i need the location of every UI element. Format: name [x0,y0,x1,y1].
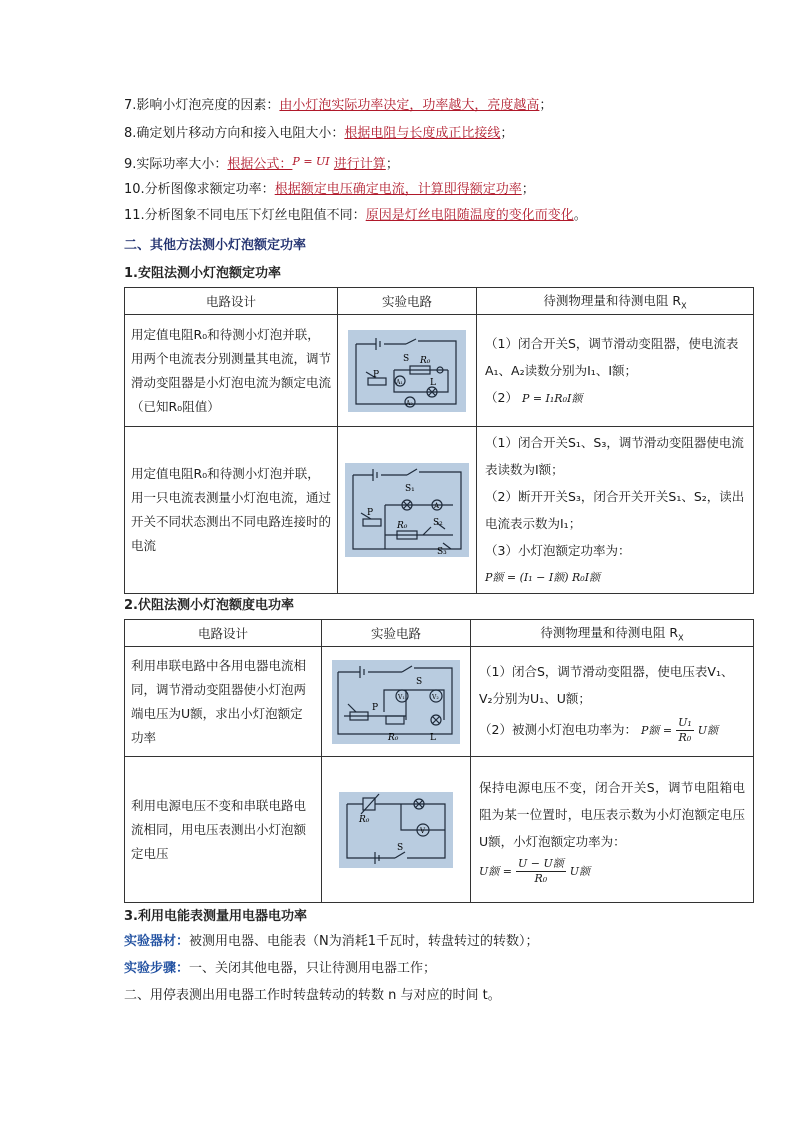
answer-9: 根据公式： [227,157,293,172]
col-design: 电路设计 [125,620,322,647]
steps-label: 实验步骤： [124,961,190,976]
svg-text:R₀: R₀ [388,732,399,743]
steps-line: 实验步骤：一、关闭其他电器，只让待测用电器工作； [124,961,437,976]
design-cell: 用定值电阻R₀和待测小灯泡并联，用两个电流表分别测量其电流，调节滑动变阻器是小灯泡电流为额定电流（已知R₀阻值） [125,315,338,427]
design-cell: 用定值电阻R₀和待测小灯泡并联，用一只电流表测量小灯泡电流，通过开关不同状态测出不同电路连接时的电流 [125,427,338,594]
svg-text:P: P [372,702,379,713]
svg-text:A₂: A₂ [406,399,413,407]
step-two-line: 二、用停表测出用电器工作时转盘转动的转数 n 与对应的时间 t。 [124,988,501,1003]
circuit-diagram-2 [345,463,469,557]
table-row [125,757,754,903]
svg-text:P: P [373,369,380,380]
ammeter-method-table [124,287,754,594]
circuit-diagram-4 [339,792,453,868]
svg-text:V₂: V₂ [432,693,439,701]
voltmeter-method-table [124,619,754,903]
answer-10: 根据额定电压确定电流，计算即得额定功率 [274,182,522,197]
design-cell: 利用电源电压不变和串联电路电流相同，用电压表测出小灯泡额定电压 [125,757,322,903]
svg-text:S: S [416,676,423,687]
measure-cell: （1）闭合开关S₁、S₃，调节滑动变阻器使电流表读数为I额； （2）断开开关S₃，闭合开关开关S₁、S₂，读出电流表示数为I₁； （3）小灯泡额定功率为： P额 = (I₁ − I额) R₀I额 [477,427,754,594]
measure-cell: （1）闭合S，调节滑动变阻器，使电压表V₁、V₂分别为U₁、U额； （2）被测小灯泡电功率为： P额 = $\frac{\text{U₁}}{\text{R₀}}$ U额 [471,647,754,757]
answer-11: 原因是灯丝电阻随温度的变化而变化 [365,208,574,223]
power-formula: P = UI [292,155,330,168]
measure-cell: 保持电源电压不变，闭合开关S，调节电阻箱电阻为某一位置时，电压表示数为小灯泡额定电压U额，小灯泡额定功率为： U额 = $\frac{\text{U − U额}}{\text{R₀}}$ U额 [471,757,754,903]
item-9: 9.实际功率大小：根据公式：$^{P = UI}$ 进行计算； [124,155,399,172]
table-header [125,620,754,647]
item-7: 7.影响小灯泡亮度的因素：由小灯泡实际功率决定，功率越大，亮度越高； [124,98,553,113]
svg-text:S₂: S₂ [433,518,443,528]
item-11: 11.分析图象不同电压下灯丝电阻值不同：原因是灯丝电阻随温度的变化而变化。 [124,208,587,223]
fraction-1: $\frac{\text{U₁}}{\text{R₀}}$ [678,716,692,744]
svg-text:R₀: R₀ [420,355,431,366]
fraction-2: $\frac{\text{U − U额}}{\text{R₀}}$ [517,856,564,885]
circuit-cell [338,427,477,594]
subsection-2-title: 2.伏阻法测小灯泡额度电功率 [124,598,294,613]
svg-text:A₁: A₁ [396,378,403,386]
col-circuit: 实验电路 [338,288,477,315]
subsection-3-title: 3.利用电能表测量用电器电功率 [124,909,307,924]
svg-text:S: S [397,842,404,853]
answer-9b: 进行计算 [333,157,386,172]
svg-text:S₃: S₃ [437,547,447,557]
circuit-cell [338,315,477,427]
svg-text:L: L [430,732,436,743]
circuit-cell [322,757,471,903]
svg-text:R₀: R₀ [359,814,370,825]
col-circuit: 实验电路 [322,620,471,647]
design-cell: 利用串联电路中各用电器电流相同，调节滑动变阻器使小灯泡两端电压为U额，求出小灯泡额定功率 [125,647,322,757]
item-8: 8.确定划片移动方向和接入电阻大小：根据电阻与长度成正比接线； [124,126,514,141]
label-S: S [403,353,410,364]
table-row [125,315,754,427]
table-row [125,647,754,757]
col-design: 电路设计 [125,288,338,315]
svg-text:V: V [420,826,426,835]
svg-text:P: P [367,508,374,518]
formula-2: P额 = (I₁ − I额) R₀I额 [485,571,601,584]
table-row [125,427,754,594]
svg-text:A: A [434,502,440,510]
svg-text:V₁: V₁ [398,693,405,701]
answer-7: 由小灯泡实际功率决定，功率越大，亮度越高 [279,98,540,113]
subsection-1-title: 1.安阻法测小灯泡额定功率 [124,266,281,281]
svg-text:L: L [430,377,436,388]
measure-cell: （1）闭合开关S，调节滑动变阻器，使电流表A₁、A₂读数分别为I₁、I额； （2） P = I₁R₀I额 [477,315,754,427]
section-2-title: 二、其他方法测小灯泡额定功率 [124,238,307,253]
item-10: 10.分析图像求额定功率：根据额定电压确定电流，计算即得额定功率； [124,182,535,197]
circuit-diagram-3 [332,660,460,744]
col-measure: 待测物理量和待测电阻 $R_X$ [471,620,754,647]
col-measure: 待测物理量和待测电阻 $R_X$ [477,288,754,315]
answer-8: 根据电阻与长度成正比接线 [344,126,501,141]
table-header [125,288,754,315]
svg-text:R₀: R₀ [397,521,408,531]
materials-label: 实验器材： [124,934,190,949]
formula-1: P = I₁R₀I额 [521,391,583,405]
circuit-diagram-1 [348,330,466,412]
materials-line: 实验器材：被测用电器、电能表（N为消耗1千瓦时，转盘转过的转数）； [124,934,539,949]
svg-text:S₁: S₁ [405,484,415,494]
circuit-cell [322,647,471,757]
